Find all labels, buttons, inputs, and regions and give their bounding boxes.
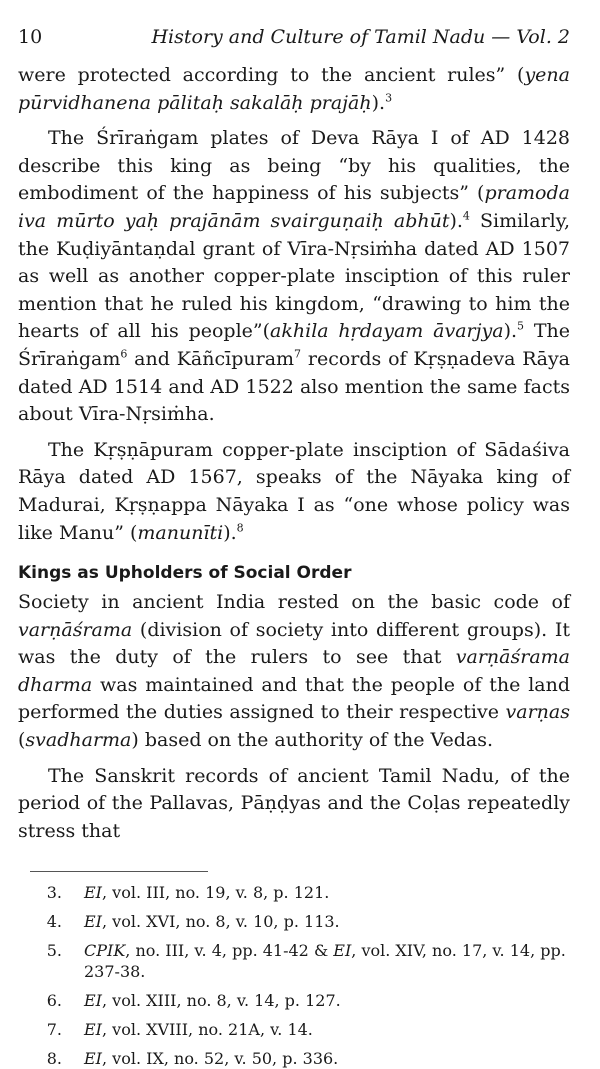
footnote-text bbox=[84, 1019, 570, 1040]
page-number: 10 bbox=[18, 26, 43, 48]
footnote-abbr: EI bbox=[84, 883, 102, 903]
page-header bbox=[18, 26, 570, 48]
text-span: The Kṛṣṇāpuram copper-plate insciption of Sādaśiva Rāya dated AD 1567, speaks of the Nāyaka king of Madurai, Kṛṣṇappa Nāyaka I as “one whose policy was like Manu” ( bbox=[18, 438, 570, 544]
paragraph-4 bbox=[18, 589, 570, 755]
footnote-item bbox=[18, 911, 570, 932]
italic-span: manunīti bbox=[137, 521, 224, 544]
footnote-item bbox=[18, 882, 570, 903]
text-span: ). bbox=[371, 91, 386, 114]
text-span: ). bbox=[449, 209, 463, 232]
footnote-ref[interactable]: 4 bbox=[462, 209, 470, 223]
footnote-rest: , vol. XIII, no. 8, v. 14, p. 127. bbox=[102, 991, 341, 1011]
footnote-rest: , no. III, v. 4, pp. 41-42 & bbox=[125, 941, 334, 961]
footnote-rest: , vol. XVIII, no. 21A, v. 14. bbox=[102, 1020, 313, 1040]
text-span: records of Kṛṣṇadeva Rāya dated AD 1514 and AD 1522 also mention the same facts about Vīra-Nṛsiṁha. bbox=[18, 347, 571, 426]
footnote-text bbox=[84, 911, 570, 932]
italic-span: akhila hṛdayam āvarjya bbox=[270, 320, 504, 343]
footnote-ref[interactable]: 7 bbox=[294, 347, 302, 361]
footnote-ref[interactable]: 5 bbox=[517, 320, 525, 334]
footnote-item bbox=[18, 940, 570, 982]
text-span: The Sanskrit records of ancient Tamil Nadu, of the period of the Pallavas, Pāṇḍyas and the Coḷas repeatedly stress that bbox=[18, 764, 570, 842]
italic-span: yena pūrvidhanena pālitaḥ sakalāḥ prajāḥ bbox=[18, 64, 570, 114]
text-span: and Kāñcīpuram bbox=[127, 347, 295, 370]
text-span: The Śrīraṅgam plates of Deva Rāya I of AD 1428 describe this king as being “by his qualities, the embodiment of the happiness of his subjects” ( bbox=[18, 127, 570, 205]
footnote-item bbox=[18, 1019, 570, 1040]
footnote-abbr: EI bbox=[84, 912, 102, 932]
text-span: ). bbox=[503, 320, 518, 343]
footnote-item bbox=[18, 990, 570, 1011]
footnote-number: 4. bbox=[46, 912, 62, 932]
text-span: Society in ancient India rested on the basic code of bbox=[18, 591, 570, 614]
footnote-ref[interactable]: 8 bbox=[236, 521, 244, 535]
running-title: History and Culture of Tamil Nadu — Vol. 2 bbox=[151, 26, 570, 48]
footnote-rest: , vol. XVI, no. 8, v. 10, p. 113. bbox=[102, 912, 340, 932]
italic-span: varṇāśrama bbox=[18, 618, 133, 641]
paragraph-1 bbox=[18, 62, 570, 117]
footnote-number: 6. bbox=[46, 991, 62, 1011]
footnote-text bbox=[84, 940, 570, 982]
footnote-number: 3. bbox=[46, 883, 62, 903]
footnote-text bbox=[84, 990, 570, 1011]
footnote-text bbox=[84, 882, 570, 903]
paragraph-5 bbox=[18, 763, 570, 846]
italic-span: varṇāśrama dharma bbox=[18, 646, 570, 696]
footnote-list bbox=[18, 882, 570, 1069]
text-span: (division of society into different groups). It was the duty of the rulers to see that bbox=[18, 618, 570, 669]
italic-span: pramoda iva mūrto yaḥ prajānām svairguṇaiḥ abhūt bbox=[18, 182, 570, 232]
footnote-abbr: EI bbox=[84, 1020, 102, 1040]
footnote-abbr: EI bbox=[84, 991, 102, 1011]
footnote-number: 8. bbox=[46, 1049, 62, 1069]
text-span: was maintained and that the people of the land performed the duties assigned to their respective bbox=[18, 673, 570, 724]
italic-span: varṇas bbox=[505, 701, 570, 724]
text-span: Similarly, the Kuḍiyāntaṇdal grant of Vīra-Nṛsiṁha dated AD 1507 as well as another copper-plate insciption of this ruler mention that he ruled his kingdom, “drawing to him the hearts of all his people”( bbox=[18, 209, 570, 343]
footnote-abbr: EI bbox=[333, 941, 352, 961]
paragraph-2 bbox=[18, 125, 570, 429]
footnote-number: 5. bbox=[46, 941, 62, 961]
footnote-number: 7. bbox=[46, 1020, 62, 1040]
footnote-rest: , vol. III, no. 19, v. 8, p. 121. bbox=[102, 883, 330, 903]
text-span: ( bbox=[18, 729, 26, 752]
italic-span: svadharma bbox=[25, 729, 132, 752]
text-span: ) based on the authority of the Vedas. bbox=[131, 729, 494, 752]
paragraph-3 bbox=[18, 437, 570, 547]
footnote-ref[interactable]: 3 bbox=[385, 91, 393, 105]
footnote-ref[interactable]: 6 bbox=[120, 347, 128, 361]
text-span: were protected according to the ancient rules” ( bbox=[18, 64, 525, 86]
footnote-abbr: CPIK bbox=[84, 941, 126, 961]
section-heading: Kings as Upholders of Social Order bbox=[18, 563, 352, 584]
footnote-rest: , vol. XIV, no. 17, v. 14, pp. 237-38. bbox=[84, 941, 566, 982]
footnote-abbr: EI bbox=[84, 1049, 102, 1069]
text-span: ). bbox=[223, 521, 237, 544]
footnote-rest: , vol. IX, no. 52, v. 50, p. 336. bbox=[102, 1049, 339, 1069]
footnote-divider bbox=[30, 871, 208, 872]
text-span: The Śrīraṅgam bbox=[18, 320, 571, 370]
